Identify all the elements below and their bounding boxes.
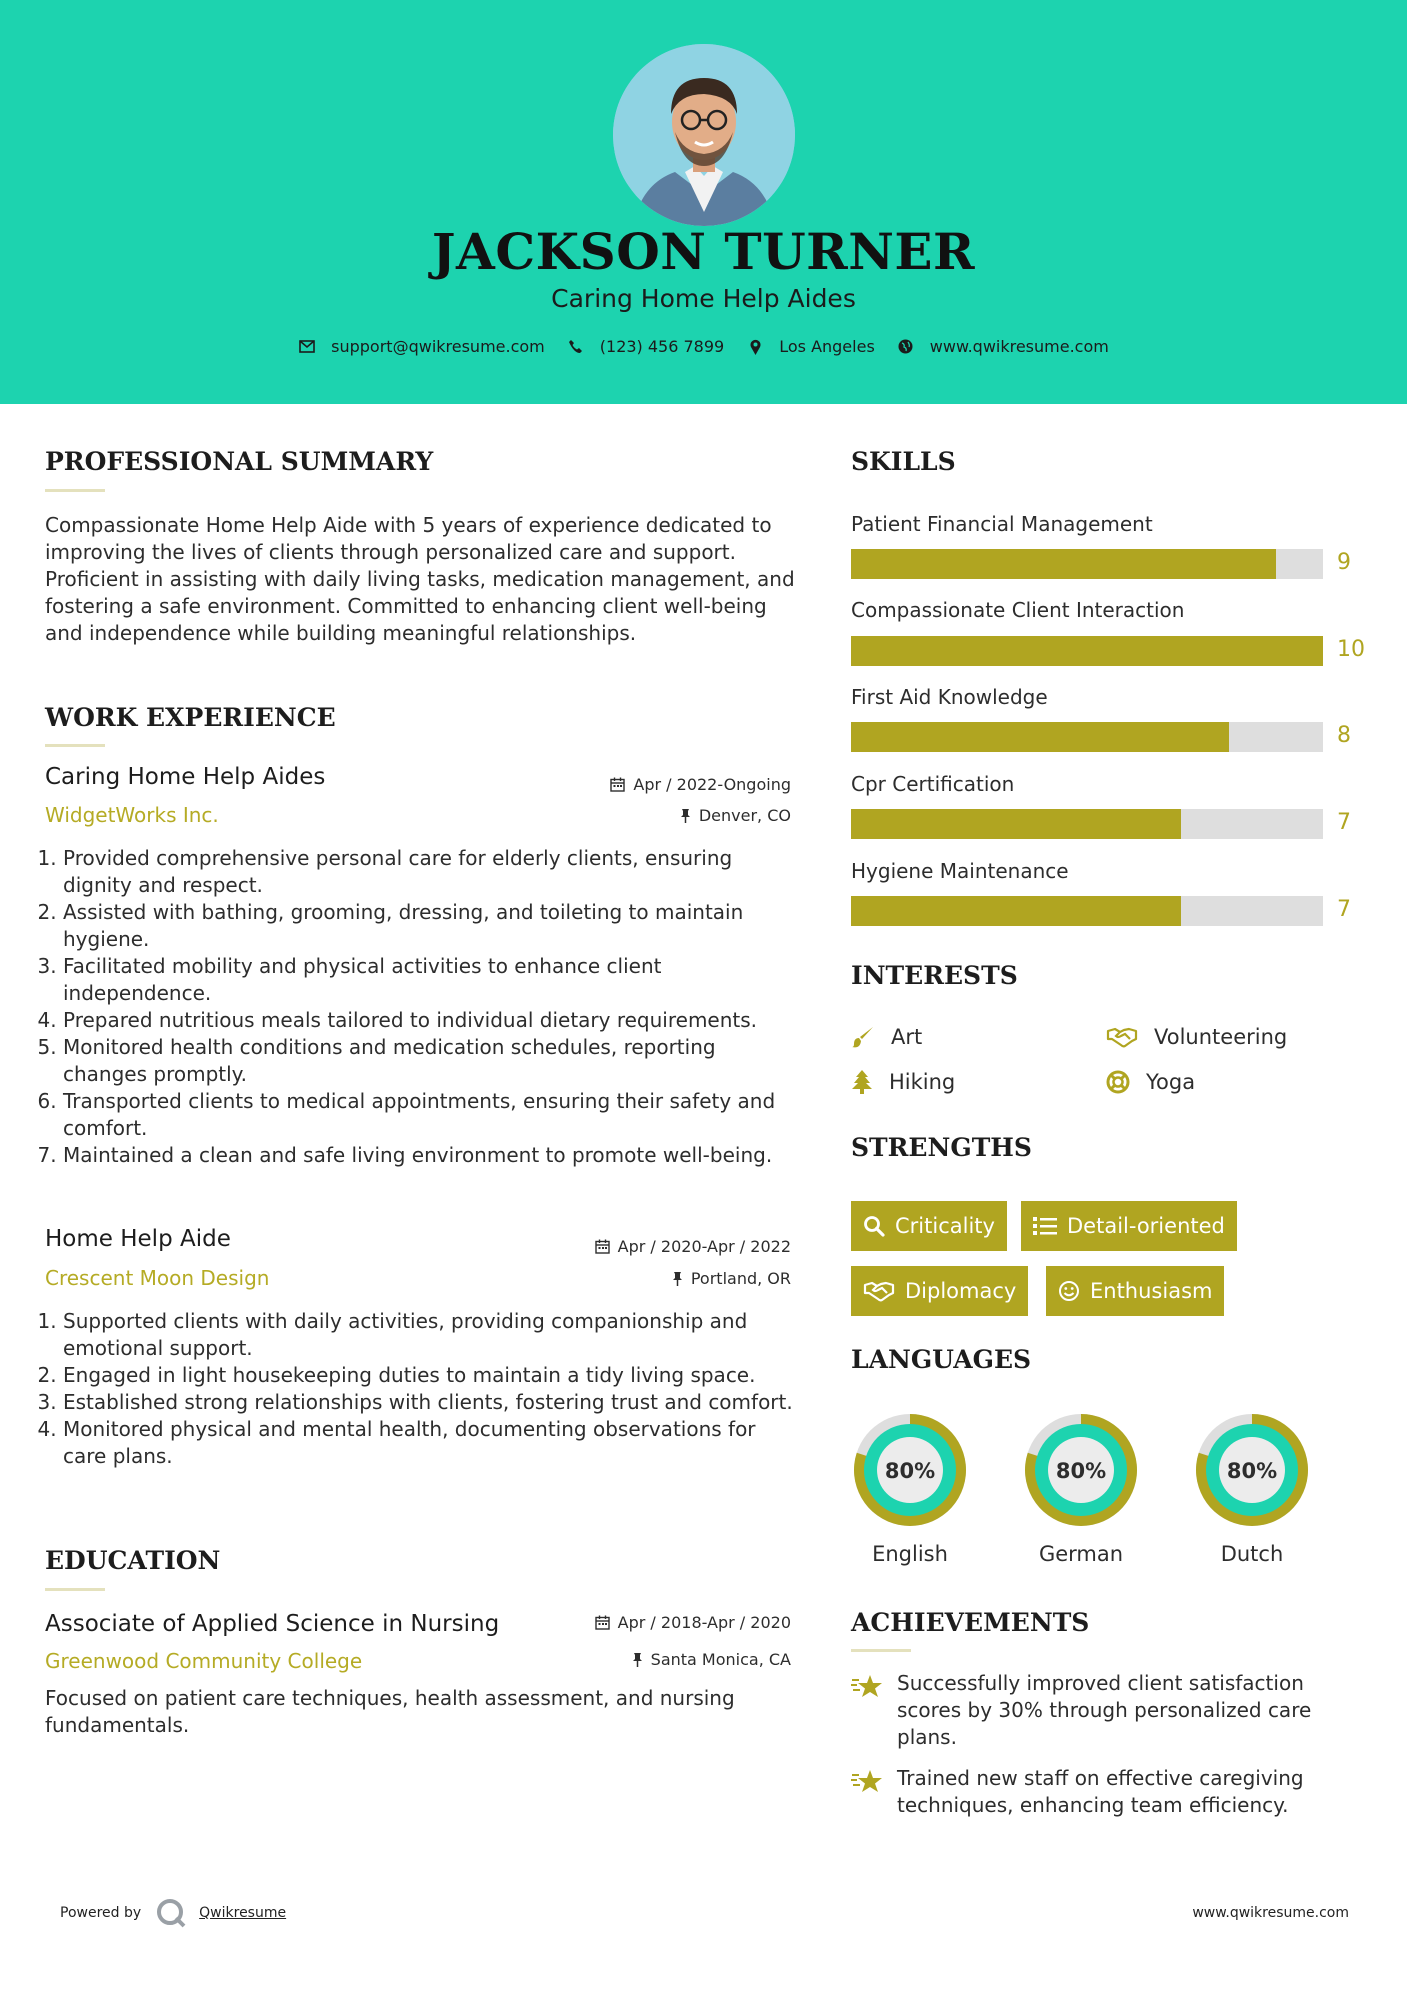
- list-item: 5. Monitored health conditions and medication schedules, reporting changes promptly.: [63, 1034, 800, 1088]
- degree-title: Associate of Applied Science in Nursing: [45, 1611, 500, 1637]
- language-donut: [1019, 1408, 1143, 1532]
- job-company: WidgetWorks Inc.: [45, 803, 219, 827]
- education-location: [500, 1650, 791, 1669]
- calendar-icon: [595, 1239, 610, 1254]
- skill-label: Hygiene Maintenance: [851, 859, 1069, 883]
- footer-powered-by: [60, 1897, 286, 1929]
- footer-website[interactable]: www.qwikresume.com: [1192, 1905, 1349, 1921]
- list-item: 3. Established strong relationships with clients, fostering trust and comfort.: [63, 1389, 800, 1416]
- skill-value: 10: [1337, 637, 1365, 662]
- calendar-icon: [610, 777, 625, 792]
- job-bullets: [45, 1308, 800, 1470]
- skill-value: 9: [1337, 550, 1351, 575]
- job-location: [500, 806, 791, 825]
- job-dates-text: Apr / 2022-Ongoing: [633, 775, 791, 794]
- strength-label: Detail-oriented: [1067, 1214, 1225, 1238]
- list-item: 4. Prepared nutritious meals tailored to individual dietary requirements.: [63, 1007, 800, 1034]
- language-donut: [1190, 1408, 1314, 1532]
- language-item: [848, 1408, 972, 1566]
- strength-tag: [851, 1266, 1028, 1316]
- education-dates-text: Apr / 2018-Apr / 2020: [617, 1613, 791, 1632]
- interest-item: [851, 1025, 922, 1049]
- skill-bar: [851, 896, 1323, 926]
- powered-by-text: Powered by: [60, 1905, 142, 1921]
- candidate-name: JACKSON TURNER: [431, 222, 976, 281]
- map-marker-icon: [746, 338, 764, 356]
- job-company: Crescent Moon Design: [45, 1266, 270, 1290]
- list-item: 3. Facilitated mobility and physical activities to enhance client independence.: [63, 953, 800, 1007]
- star-icon: [851, 1769, 883, 1795]
- globe-icon: [897, 338, 915, 356]
- calendar-icon: [595, 1615, 610, 1630]
- language-name: Dutch: [1220, 1542, 1284, 1566]
- handshake-icon: [863, 1280, 895, 1302]
- education-dates: [500, 1613, 791, 1632]
- job-bullets: [45, 845, 800, 1169]
- tree-icon: [851, 1070, 873, 1094]
- strength-tag: [1046, 1266, 1224, 1316]
- strength-label: Enthusiasm: [1090, 1279, 1213, 1303]
- job-location: [500, 1269, 791, 1288]
- skill-bar: [851, 549, 1323, 579]
- profile-photo: [613, 44, 795, 226]
- education-location-text: Santa Monica, CA: [650, 1650, 791, 1669]
- person-photo-icon: [613, 44, 795, 226]
- list-item: 4. Monitored physical and mental health, documenting observations for care plans.: [63, 1416, 800, 1470]
- skill-bar-fill: [851, 896, 1181, 926]
- strength-label: Diplomacy: [905, 1279, 1017, 1303]
- contact-bar: [0, 337, 1407, 356]
- handshake-icon: [1106, 1026, 1138, 1048]
- job-dates: [500, 1237, 791, 1256]
- school-name: Greenwood Community College: [45, 1649, 363, 1673]
- list-item: 2. Assisted with bathing, grooming, dressing, and toileting to maintain hygiene.: [63, 899, 800, 953]
- skill-label: Patient Financial Management: [851, 512, 1153, 536]
- skill-bar: [851, 809, 1323, 839]
- skills-title: SKILLS: [851, 447, 956, 476]
- education-title: EDUCATION: [45, 1546, 221, 1575]
- job-dates: [500, 775, 791, 794]
- website-text: www.qwikresume.com: [929, 337, 1109, 356]
- summary-title: PROFESSIONAL SUMMARY: [45, 447, 434, 476]
- list-item: 7. Maintained a clean and safe living environment to promote well-being.: [63, 1142, 800, 1169]
- language-name: English: [872, 1542, 948, 1566]
- interest-label: Art: [891, 1025, 923, 1049]
- lifering-icon: [1106, 1070, 1130, 1094]
- interest-item: [1106, 1025, 1287, 1049]
- contact-phone[interactable]: [567, 337, 724, 356]
- star-icon: [851, 1674, 883, 1700]
- job-title: Home Help Aide: [45, 1226, 231, 1252]
- interest-label: Hiking: [889, 1070, 956, 1094]
- list-item: 1. Provided comprehensive personal care for elderly clients, ensuring dignity and respect.: [63, 845, 800, 899]
- pushpin-icon: [680, 808, 691, 823]
- strength-label: Criticality: [895, 1214, 995, 1238]
- language-percent: 80%: [884, 1459, 936, 1483]
- skill-value: 8: [1337, 723, 1351, 748]
- interest-label: Volunteering: [1154, 1025, 1288, 1049]
- interest-item: [851, 1070, 955, 1094]
- list-icon: [1033, 1216, 1057, 1236]
- pushpin-icon: [672, 1271, 683, 1286]
- phone-icon: [567, 338, 585, 356]
- skill-bar: [851, 636, 1323, 666]
- achievement-icon-wrap: [851, 1765, 897, 1819]
- phone-text: (123) 456 7899: [599, 337, 725, 356]
- skill-bar-fill: [851, 722, 1229, 752]
- skill-value: 7: [1337, 897, 1351, 922]
- strengths-title: STRENGTHS: [851, 1133, 1032, 1162]
- contact-email[interactable]: [298, 337, 545, 356]
- strength-tag: [851, 1201, 1007, 1251]
- email-text: support@qwikresume.com: [331, 337, 545, 356]
- skill-bar-fill: [851, 809, 1181, 839]
- education-divider: [45, 1588, 105, 1591]
- skill-value: 7: [1337, 810, 1351, 835]
- achievement-text: Successfully improved client satisfaction scores by 30% through personalized care plans.: [897, 1671, 1312, 1749]
- language-item: [1019, 1408, 1143, 1566]
- achievements-title: ACHIEVEMENTS: [851, 1608, 1090, 1637]
- interest-item: [1106, 1070, 1195, 1094]
- list-item: 2. Engaged in light housekeeping duties to maintain a tidy living space.: [63, 1362, 800, 1389]
- location-text: Los Angeles: [779, 337, 875, 356]
- language-name: German: [1038, 1542, 1124, 1566]
- skill-label: Cpr Certification: [851, 772, 1015, 796]
- job-title: Caring Home Help Aides: [45, 764, 326, 790]
- education-description: Focused on patient care techniques, health assessment, and nursing fundamentals.: [45, 1686, 735, 1737]
- summary-text: Compassionate Home Help Aide with 5 years of experience dedicated to improving the lives of clients through personalized care and support. Proficient in assisting with daily living tasks, medication management, and fostering a safe environment. Committed to enhancing client well-being and independence while building meaningful relationships.: [45, 513, 795, 645]
- skill-bar-fill: [851, 549, 1276, 579]
- candidate-role: Caring Home Help Aides: [551, 284, 856, 313]
- list-item: 6. Transported clients to medical appointments, ensuring their safety and comfort.: [63, 1088, 800, 1142]
- brand-link[interactable]: Qwikresume: [199, 1905, 287, 1921]
- achievements-divider: [851, 1649, 911, 1652]
- envelope-icon: [298, 338, 316, 356]
- language-donut: [848, 1408, 972, 1532]
- achievement-item: [851, 1670, 1351, 1751]
- smile-icon: [1058, 1280, 1080, 1302]
- job-dates-text: Apr / 2020-Apr / 2022: [617, 1237, 791, 1256]
- language-item: [1190, 1408, 1314, 1566]
- search-icon: [863, 1215, 885, 1237]
- interests-title: INTERESTS: [851, 961, 1018, 990]
- qwikresume-logo-icon: [155, 1897, 187, 1929]
- resume-header: [0, 0, 1407, 404]
- skill-bar-fill: [851, 636, 1323, 666]
- contact-location: [746, 337, 875, 356]
- skill-label: Compassionate Client Interaction: [851, 598, 1185, 622]
- pushpin-icon: [632, 1652, 643, 1667]
- achievement-icon-wrap: [851, 1670, 897, 1751]
- achievement-item: [851, 1765, 1351, 1819]
- list-item: 1. Supported clients with daily activities, providing companionship and emotional support.: [63, 1308, 800, 1362]
- contact-website[interactable]: [897, 337, 1109, 356]
- strength-tag: [1021, 1201, 1237, 1251]
- languages-title: LANGUAGES: [851, 1345, 1032, 1374]
- summary-divider: [45, 489, 105, 492]
- job-location-text: Denver, CO: [698, 806, 791, 825]
- achievement-text: Trained new staff on effective caregiving techniques, enhancing team efficiency.: [897, 1766, 1304, 1817]
- experience-title: WORK EXPERIENCE: [45, 703, 336, 732]
- language-percent: 80%: [1055, 1459, 1107, 1483]
- skill-label: First Aid Knowledge: [851, 685, 1048, 709]
- language-percent: 80%: [1226, 1459, 1278, 1483]
- job-location-text: Portland, OR: [690, 1269, 791, 1288]
- skill-bar: [851, 722, 1323, 752]
- paintbrush-icon: [851, 1025, 875, 1049]
- experience-divider: [45, 744, 105, 747]
- interest-label: Yoga: [1146, 1070, 1196, 1094]
